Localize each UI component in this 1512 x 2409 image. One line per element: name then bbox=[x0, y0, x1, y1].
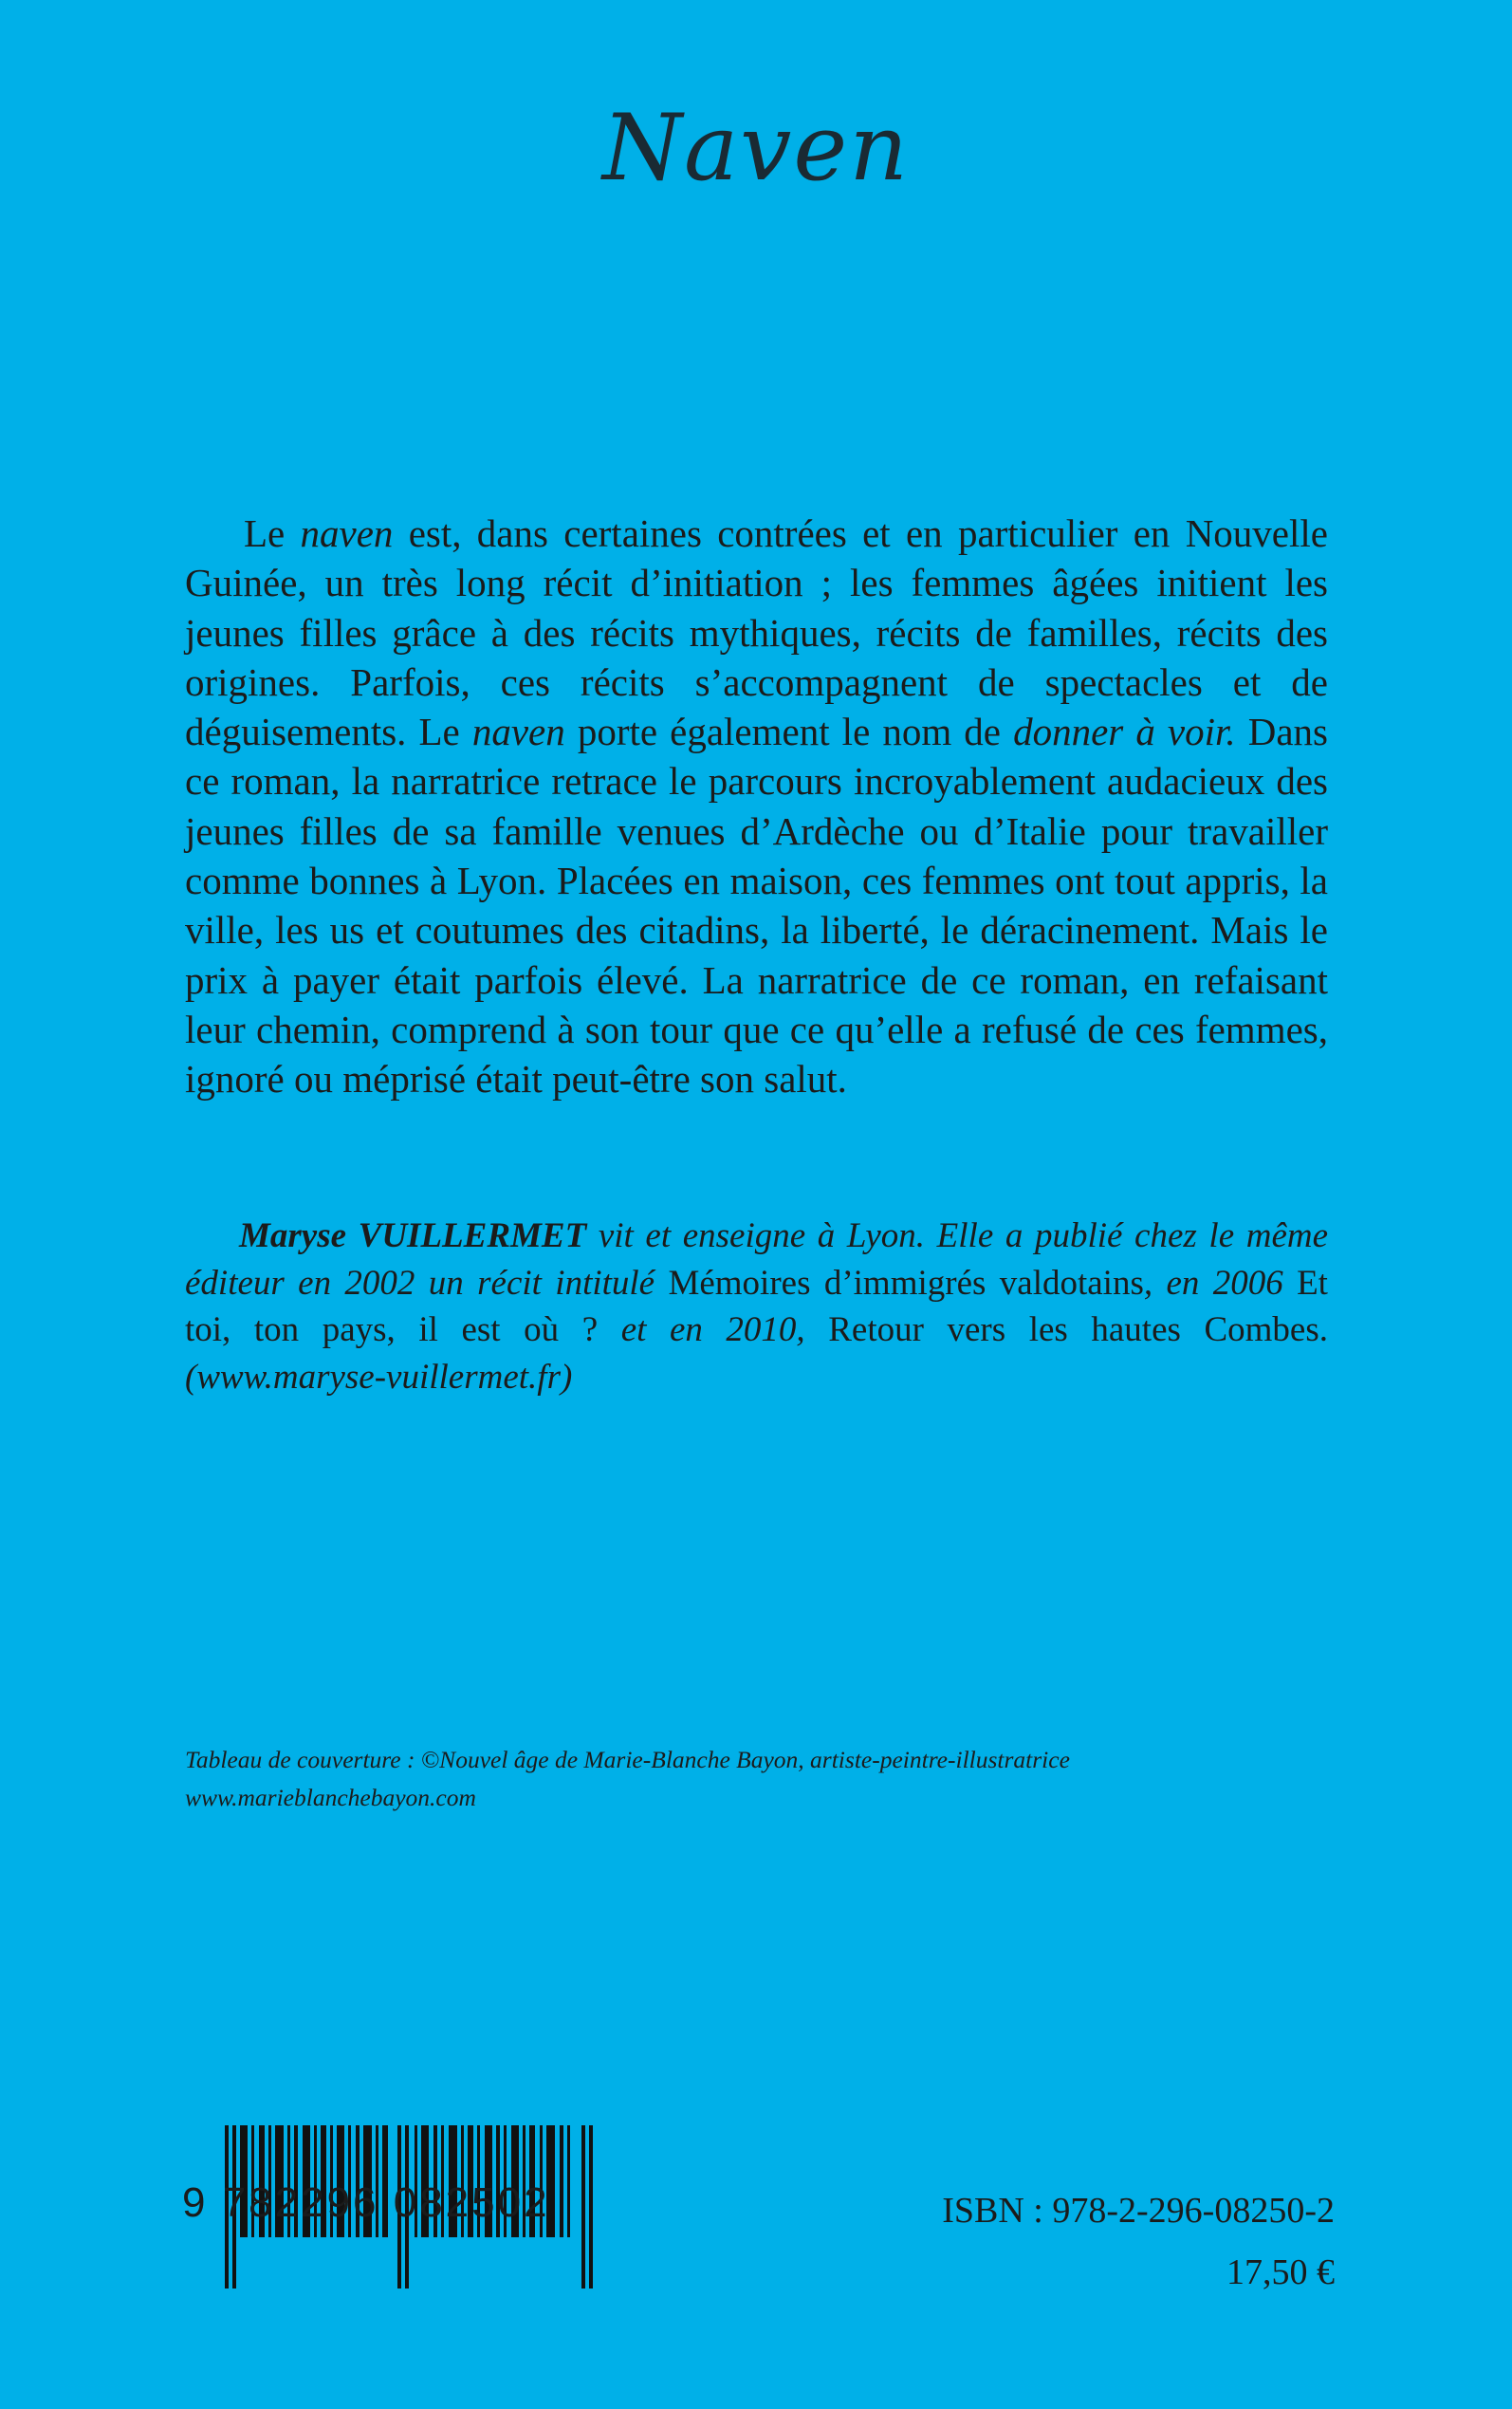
author-bio bbox=[185, 1213, 1328, 1400]
summary-emphasis: naven bbox=[471, 710, 565, 754]
barcode-digits: 9 782296 082502 bbox=[182, 2179, 550, 2226]
bio-text: vit et enseigne à Lyon. Elle a publié chez le même éditeur en 2002 un récit intitulé bbox=[185, 1216, 1329, 1303]
bio-text: , en 2006 bbox=[1143, 1263, 1283, 1303]
summary-emphasis: donner à voir. bbox=[1013, 710, 1236, 754]
credit-line: Tableau de couverture : ©Nouvel âge de Marie-Blanche Bayon, artiste-peintre-illustratrice bbox=[185, 1746, 1070, 1773]
price: 17,50 € bbox=[1226, 2252, 1335, 2292]
summary-paragraph bbox=[185, 509, 1328, 1104]
isbn: ISBN : 978-2-296-08250-2 bbox=[942, 2191, 1335, 2231]
summary-text: Dans ce roman, la narratrice retrace le parcours incroyablement audacieux des jeunes filles de sa famille venues d’Ardèche ou d’Italie pour travailler comme bonnes à Lyon. Placées en maison, ces femmes ont tout appris, la ville, les us et coutumes des citadins, la liberté, le déracinement. Mais le prix à payer était parfois élevé. La narratrice de ce roman, en refaisant leur chemin, comprend à son tour que ce qu’elle a refusé de ces femmes, ignoré ou méprisé était peut-être son salut. bbox=[185, 710, 1328, 1102]
book-title: Naven bbox=[601, 95, 911, 201]
book-title-ref: Mémoires d’immigrés valdotains bbox=[655, 1263, 1144, 1303]
bio-text: et en 2010, bbox=[620, 1310, 805, 1349]
book-title-ref: Et toi, ton pays, il est où ? bbox=[185, 1263, 1328, 1349]
author-website: (www.maryse-vuillermet.fr) bbox=[185, 1357, 573, 1397]
summary-text: est, dans certaines contrées et en particulier en Nouvelle Guinée, un très long récit d’initiation ; les femmes âgées initient les jeunes filles grâce à des récits mythiques, récits de familles, récits des origines. Parfois, ces récits s’accompagnent de spectacles et de déguisements. Le bbox=[185, 511, 1328, 754]
summary-emphasis: naven bbox=[300, 511, 394, 555]
cover-credit bbox=[185, 1741, 1371, 1817]
summary-text: Le bbox=[244, 511, 301, 555]
author-name: Maryse VUILLERMET bbox=[239, 1216, 587, 1255]
book-title-ref: Retour vers les hautes Combes. bbox=[804, 1310, 1328, 1349]
summary-text: porte également le nom de bbox=[564, 710, 1014, 754]
credit-url: www.marieblanchebayon.com bbox=[185, 1784, 476, 1811]
